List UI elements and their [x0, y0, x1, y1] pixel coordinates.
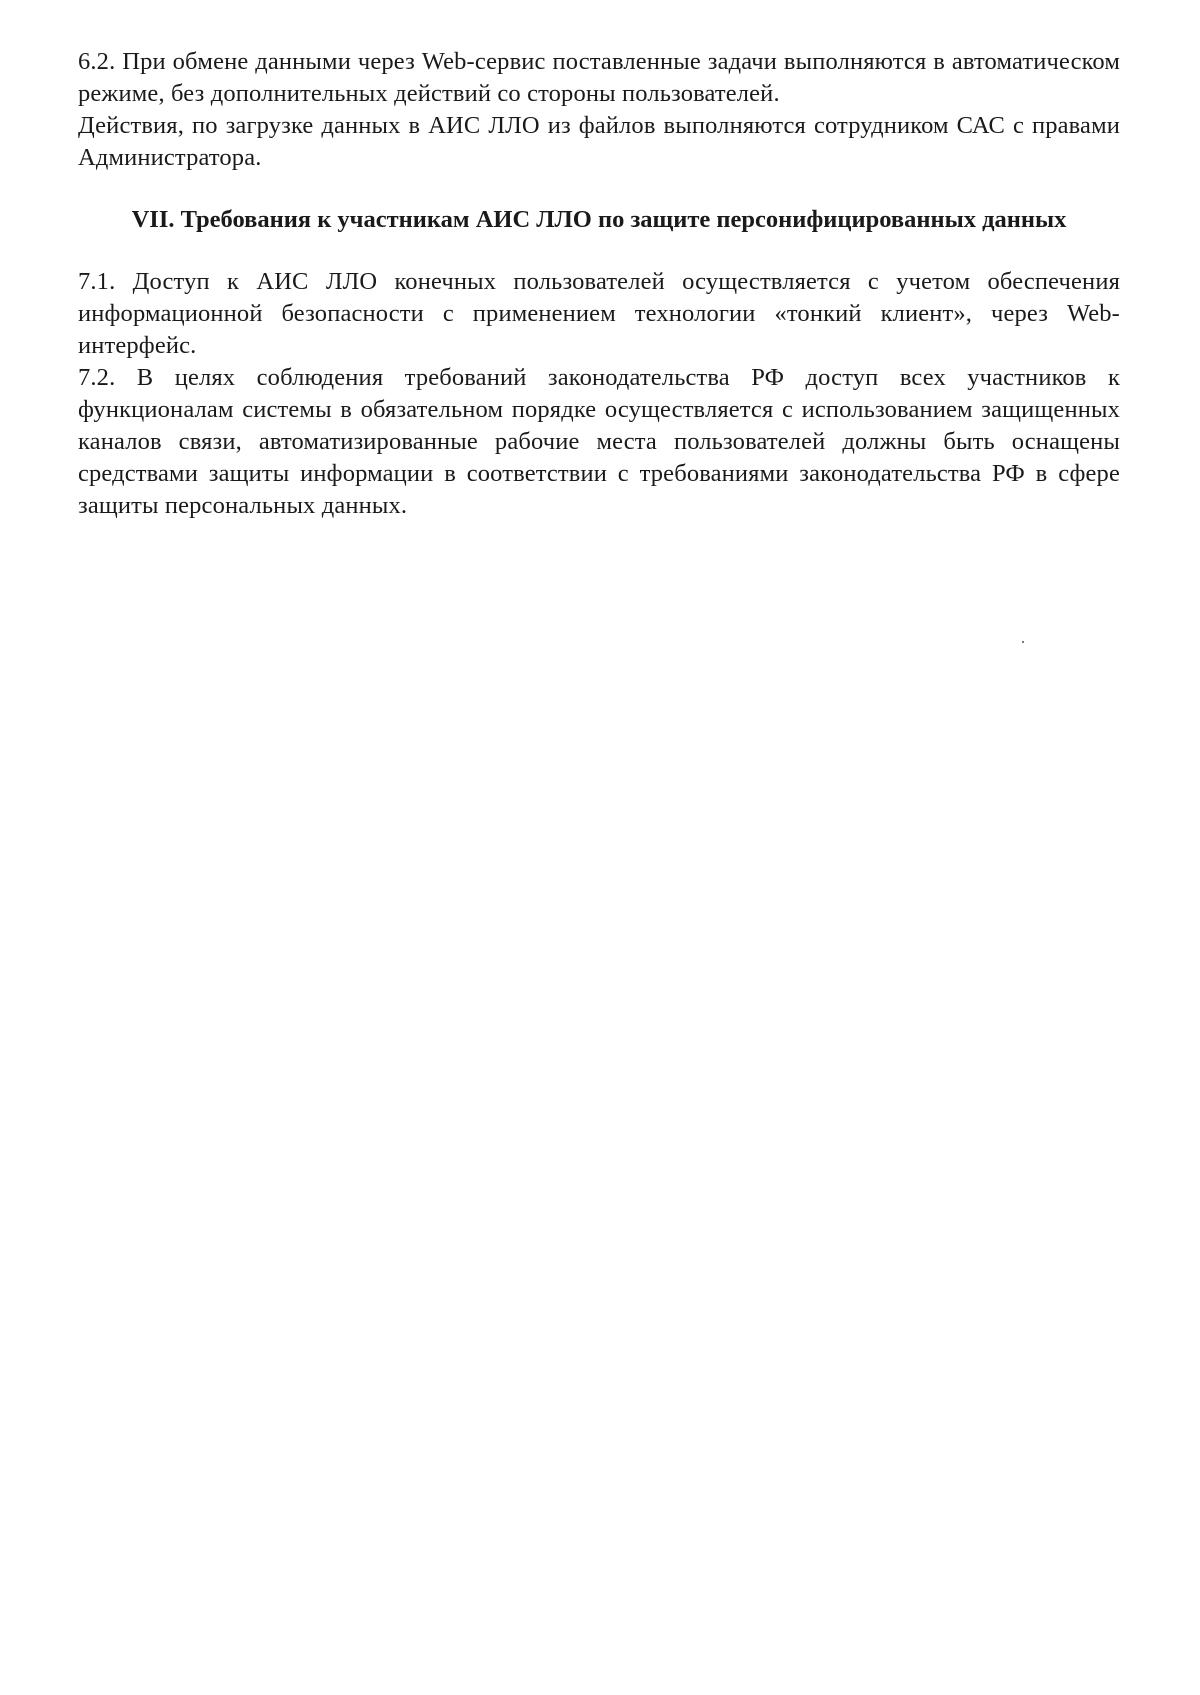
paragraph-6-2-continuation: Действия, по загрузке данных в АИС ЛЛО из файлов выполняются сотрудником САС с правами Администратора.: [78, 112, 1120, 171]
paragraph-7-2: 7.2. В целях соблюдения требований законодательства РФ доступ всех участников к функционалам системы в обязательном порядке осуществляется с использованием защищенных каналов связи, автоматизированные рабочие места пользователей должны быть оснащены средствами защиты информации в соответствии с требованиями законодательства РФ в сфере защиты персональных данных.: [78, 364, 1120, 519]
paragraph-6-2: 6.2. При обмене данными через Web-сервис поставленные задачи выполняются в автоматическом режиме, без дополнительных действий со стороны пользователей.: [78, 48, 1120, 107]
document-page: [78, 46, 1120, 522]
scan-speck: [1022, 641, 1024, 643]
section-7-heading: VII. Требования к участникам АИС ЛЛО по защите персонифицированных данных: [131, 206, 1067, 233]
paragraph-7-1: 7.1. Доступ к АИС ЛЛО конечных пользователей осуществляется с учетом обеспечения информационной безопасности с применением технологии «тонкий клиент», через Web-интерфейс.: [78, 268, 1120, 359]
